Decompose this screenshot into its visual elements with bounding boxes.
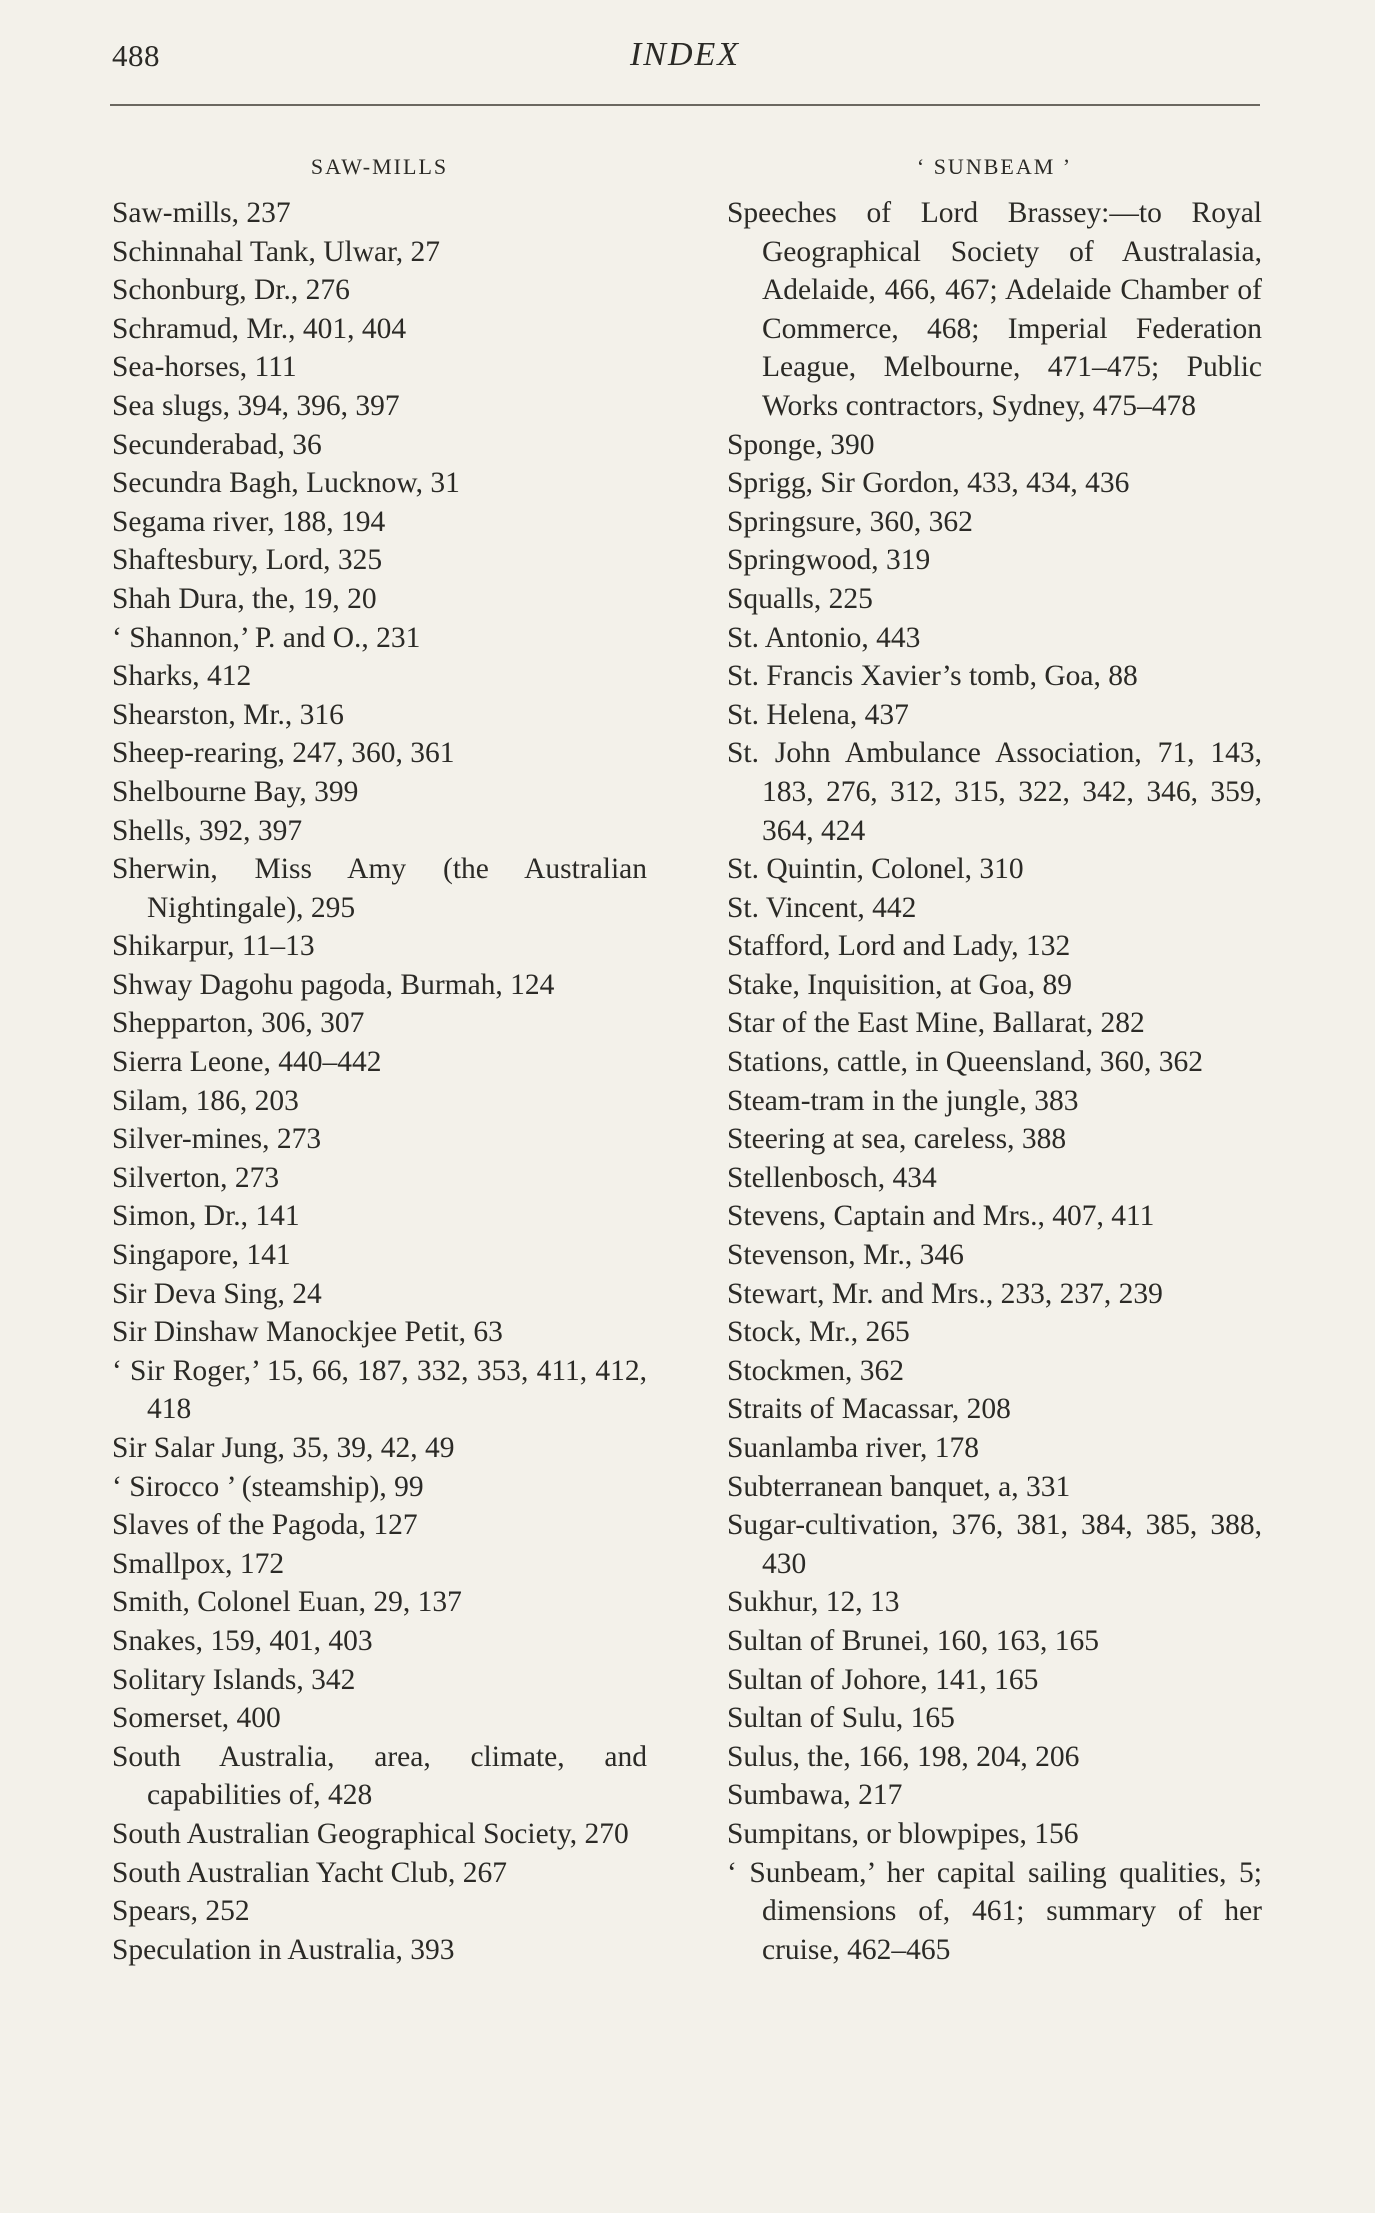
index-entry: St. Vincent, 442 bbox=[727, 891, 917, 924]
running-title: INDEX bbox=[629, 36, 741, 73]
index-entry: Snakes, 159, 401, 403 bbox=[112, 1624, 373, 1657]
index-entry: Silverton, 273 bbox=[112, 1161, 280, 1194]
index-entry: Stevenson, Mr., 346 bbox=[727, 1239, 964, 1272]
index-column-right bbox=[727, 150, 1262, 1969]
index-entry: Simon, Dr., 141 bbox=[112, 1200, 300, 1233]
column-heading: SAW-MILLS bbox=[310, 154, 449, 179]
index-entry: St. John Ambulance Association, 71, 143, 183, 276, 312, 315, 322, 342, 346, 359, 364, 424 bbox=[727, 737, 1262, 847]
index-entry: Sultan of Johore, 141, 165 bbox=[727, 1663, 1039, 1696]
index-column-left bbox=[112, 150, 647, 1969]
index-entry: South Australia, area, climate, and capabilities of, 428 bbox=[112, 1740, 647, 1812]
index-entry: Saw-mills, 237 bbox=[112, 197, 291, 229]
index-entry: Sumpitans, or blowpipes, 156 bbox=[727, 1817, 1079, 1850]
index-entry: ‘ Sunbeam,’ her capital sailing qualities, 5; dimensions of, 461; summary of her cruise, 462–465 bbox=[727, 1856, 1262, 1966]
index-entry: Stake, Inquisition, at Goa, 89 bbox=[727, 968, 1072, 1001]
index-entry: Stafford, Lord and Lady, 132 bbox=[727, 930, 1071, 963]
index-entry: Shelbourne Bay, 399 bbox=[112, 775, 359, 808]
column-heading: ‘ SUNBEAM ’ bbox=[916, 154, 1073, 179]
index-entry: Speeches of Lord Brassey:—to Royal Geographical Society of Australasia, Adelaide, 466, 467; Adelaide Chamber of Commerce, 468; Imperial Federation League, Melbourne, 471–475; Public Works contractors, Sydney, 475–478 bbox=[727, 197, 1262, 422]
index-entry: Squalls, 225 bbox=[727, 582, 873, 615]
index-entry: ‘ Sir Roger,’ 15, 66, 187, 332, 353, 411, 412, 418 bbox=[112, 1354, 647, 1426]
index-entry: Schonburg, Dr., 276 bbox=[112, 274, 350, 307]
index-entry: Sugar-cultivation, 376, 381, 384, 385, 388, 430 bbox=[727, 1509, 1262, 1580]
index-entry: Silam, 186, 203 bbox=[112, 1084, 299, 1117]
index-entry: Stock, Mr., 265 bbox=[727, 1316, 910, 1349]
index-entry: Sierra Leone, 440–442 bbox=[112, 1046, 382, 1079]
index-entry: Shaftesbury, Lord, 325 bbox=[112, 544, 383, 577]
index-entry: Slaves of the Pagoda, 127 bbox=[112, 1509, 418, 1542]
index-entry: Singapore, 141 bbox=[112, 1239, 291, 1272]
index-entry: Stellenbosch, 434 bbox=[727, 1161, 937, 1194]
index-entry: Sponge, 390 bbox=[727, 428, 875, 461]
index-entry: Subterranean banquet, a, 331 bbox=[727, 1470, 1071, 1503]
index-entry: Sea slugs, 394, 396, 397 bbox=[112, 389, 400, 422]
index-entry: Schinnahal Tank, Ulwar, 27 bbox=[112, 235, 441, 268]
index-entry: ‘ Sirocco ’ (steamship), 99 bbox=[112, 1470, 424, 1503]
index-entry: Sherwin, Miss Amy (the Australian Nightingale), 295 bbox=[112, 853, 647, 924]
index-entry: Sir Salar Jung, 35, 39, 42, 49 bbox=[112, 1432, 455, 1464]
index-entry: Secundra Bagh, Lucknow, 31 bbox=[112, 467, 460, 500]
index-entry: Smallpox, 172 bbox=[112, 1547, 285, 1580]
index-entry: St. Francis Xavier’s tomb, Goa, 88 bbox=[727, 660, 1138, 693]
header-rule bbox=[110, 104, 1260, 106]
index-entry: St. Helena, 437 bbox=[727, 698, 909, 731]
index-entry: Sir Dinshaw Manockjee Petit, 63 bbox=[112, 1316, 503, 1349]
index-entry: Segama river, 188, 194 bbox=[112, 505, 386, 538]
index-entry: Sultan of Sulu, 165 bbox=[727, 1702, 955, 1735]
index-entry: Straits of Macassar, 208 bbox=[727, 1393, 1011, 1426]
page-number: 488 bbox=[112, 38, 160, 73]
index-entry: Shells, 392, 397 bbox=[112, 814, 303, 847]
index-entry: St. Antonio, 443 bbox=[727, 621, 921, 654]
index-entry: Shikarpur, 11–13 bbox=[112, 930, 315, 963]
index-entry: Sheep-rearing, 247, 360, 361 bbox=[112, 737, 455, 770]
index-entry: Shearston, Mr., 316 bbox=[112, 698, 344, 731]
index-entry: ‘ Shannon,’ P. and O., 231 bbox=[112, 621, 421, 654]
index-entry: Smith, Colonel Euan, 29, 137 bbox=[112, 1586, 462, 1619]
index-entry: Shepparton, 306, 307 bbox=[112, 1007, 365, 1040]
index-entry: Secunderabad, 36 bbox=[112, 428, 322, 461]
index-entry: Sir Deva Sing, 24 bbox=[112, 1277, 322, 1310]
index-entry: Steam-tram in the jungle, 383 bbox=[727, 1084, 1079, 1117]
entry-list bbox=[727, 194, 1262, 1969]
index-entry: Shah Dura, the, 19, 20 bbox=[112, 582, 377, 615]
index-entry: Schramud, Mr., 401, 404 bbox=[112, 312, 407, 345]
index-entry: Sulus, the, 166, 198, 204, 206 bbox=[727, 1740, 1080, 1773]
index-entry: Steering at sea, careless, 388 bbox=[727, 1123, 1067, 1156]
index-entry: Sea-horses, 111 bbox=[112, 351, 297, 384]
index-entry: Springwood, 319 bbox=[727, 544, 931, 577]
index-entry: Star of the East Mine, Ballarat, 282 bbox=[727, 1007, 1145, 1040]
index-entry: Sultan of Brunei, 160, 163, 165 bbox=[727, 1624, 1100, 1657]
index-entry: Somerset, 400 bbox=[112, 1702, 281, 1735]
index-entry: South Australian Geographical Society, 270 bbox=[112, 1817, 629, 1850]
index-entry: Solitary Islands, 342 bbox=[112, 1663, 356, 1696]
index-entry: Springsure, 360, 362 bbox=[727, 505, 973, 538]
index-entry: Shway Dagohu pagoda, Burmah, 124 bbox=[112, 968, 555, 1001]
index-entry: Sprigg, Sir Gordon, 433, 434, 436 bbox=[727, 467, 1130, 500]
index-entry: Stations, cattle, in Queensland, 360, 362 bbox=[727, 1046, 1204, 1079]
index-entry: Stevens, Captain and Mrs., 407, 411 bbox=[727, 1200, 1155, 1233]
index-entry: South Australian Yacht Club, 267 bbox=[112, 1856, 507, 1889]
page-header bbox=[110, 34, 1260, 84]
index-entry: St. Quintin, Colonel, 310 bbox=[727, 853, 1024, 886]
index-entry: Spears, 252 bbox=[112, 1895, 250, 1928]
index-entry: Suanlamba river, 178 bbox=[727, 1432, 979, 1464]
index-entry: Sharks, 412 bbox=[112, 660, 252, 693]
entry-list bbox=[112, 194, 647, 1969]
index-entry: Stockmen, 362 bbox=[727, 1354, 904, 1387]
index-entry: Silver-mines, 273 bbox=[112, 1123, 322, 1156]
index-entry: Sukhur, 12, 13 bbox=[727, 1586, 900, 1619]
index-entry: Speculation in Australia, 393 bbox=[112, 1933, 455, 1966]
index-entry: Stewart, Mr. and Mrs., 233, 237, 239 bbox=[727, 1277, 1163, 1310]
index-entry: Sumbawa, 217 bbox=[727, 1779, 903, 1812]
